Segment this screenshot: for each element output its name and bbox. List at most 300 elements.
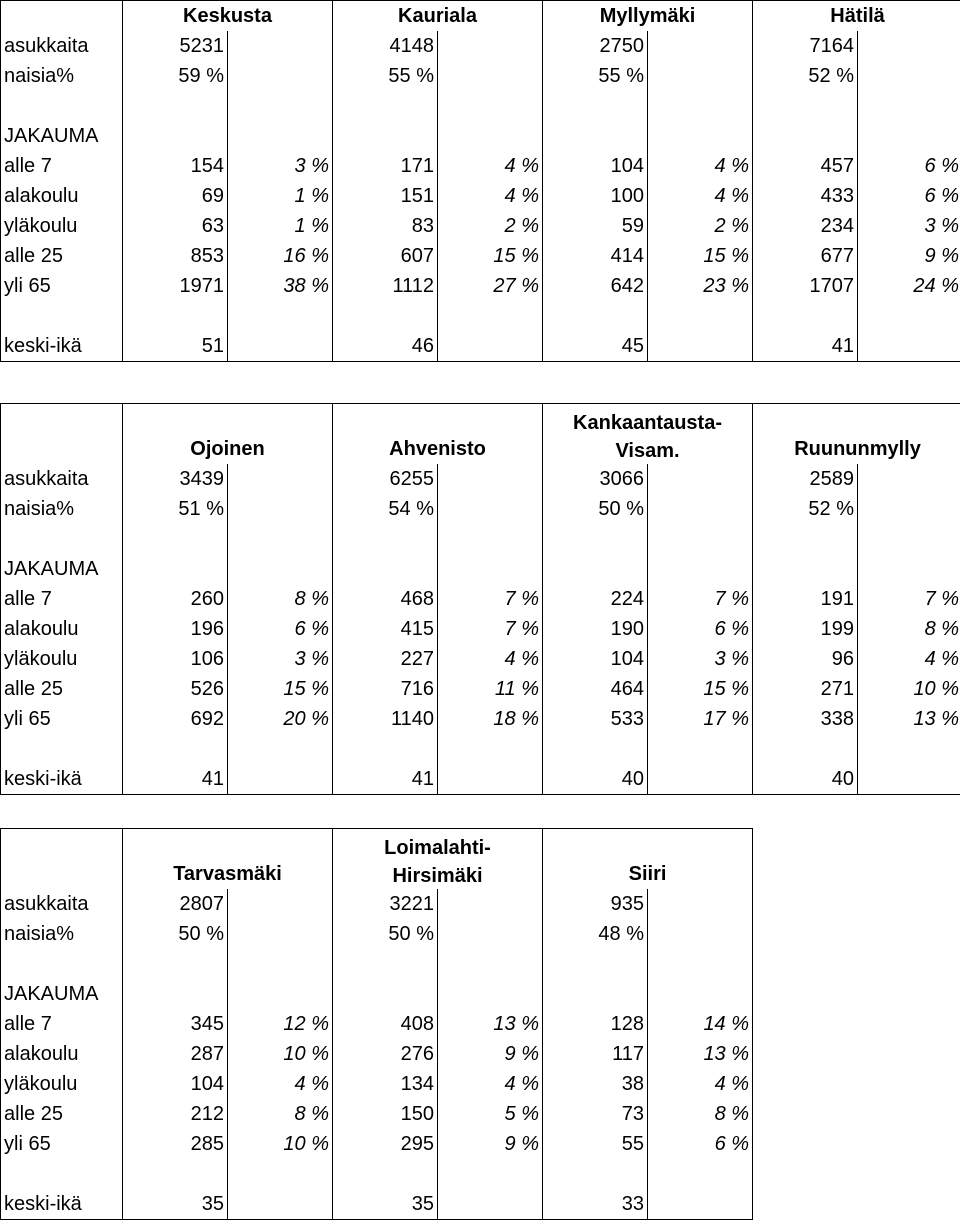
area-name: Ahvenisto	[389, 438, 486, 460]
area-header-0	[123, 404, 333, 465]
alle25-percent: 15 %	[648, 241, 753, 271]
blank-row	[1, 301, 960, 331]
row-yli65	[1, 704, 960, 734]
alle7-percent: 8 %	[228, 584, 333, 614]
row-label: yli 65	[1, 704, 123, 734]
yli65-count: 55	[543, 1129, 648, 1159]
alakoulu-percent: 6 %	[858, 181, 960, 211]
row-label: alakoulu	[1, 181, 123, 211]
blank-cell	[438, 121, 543, 151]
row-label: alakoulu	[1, 614, 123, 644]
yli65-count: 295	[333, 1129, 438, 1159]
blank-cell	[123, 979, 228, 1009]
yli65-percent: 9 %	[438, 1129, 543, 1159]
alle7-percent: 4 %	[648, 151, 753, 181]
asukkaita-value: 2807	[123, 889, 228, 919]
ylakoulu-percent: 4 %	[228, 1069, 333, 1099]
area-header-0	[123, 1, 333, 32]
asukkaita-value: 935	[543, 889, 648, 919]
blank-cell	[648, 524, 753, 554]
blank-cell	[753, 524, 858, 554]
blank-cell	[648, 121, 753, 151]
blank-cell	[753, 301, 858, 331]
alle7-percent: 14 %	[648, 1009, 753, 1039]
keskiika-value: 40	[543, 764, 648, 795]
alle25-count: 853	[123, 241, 228, 271]
blank-cell	[1, 301, 123, 331]
blank-cell	[438, 554, 543, 584]
alakoulu-count: 199	[753, 614, 858, 644]
blank-cell	[648, 949, 753, 979]
row-alle7	[1, 584, 960, 614]
blank-cell	[333, 979, 438, 1009]
alle25-count: 607	[333, 241, 438, 271]
alle25-count: 526	[123, 674, 228, 704]
alle25-percent: 8 %	[228, 1099, 333, 1129]
area-header-1	[333, 829, 543, 890]
row-naisia	[1, 919, 753, 949]
alle25-percent: 16 %	[228, 241, 333, 271]
spacer-cell	[438, 764, 543, 795]
yli65-count: 533	[543, 704, 648, 734]
row-keskiika	[1, 764, 960, 795]
area-name-line1: Kankaantausta-	[573, 412, 722, 434]
blank-cell	[543, 524, 648, 554]
blank-cell	[858, 524, 960, 554]
spacer-cell	[438, 464, 543, 494]
alle25-count: 212	[123, 1099, 228, 1129]
stats-table-2	[0, 403, 960, 795]
naisia-value: 52 %	[753, 61, 858, 91]
area-name: Tarvasmäki	[173, 863, 282, 885]
spacer-cell	[438, 331, 543, 362]
row-alakoulu	[1, 181, 960, 211]
naisia-value: 55 %	[543, 61, 648, 91]
blank-cell	[123, 91, 228, 121]
row-label: alle 25	[1, 674, 123, 704]
alle25-percent: 15 %	[228, 674, 333, 704]
ylakoulu-count: 134	[333, 1069, 438, 1099]
alakoulu-percent: 13 %	[648, 1039, 753, 1069]
alle7-count: 191	[753, 584, 858, 614]
spacer-cell	[438, 61, 543, 91]
keskiika-value: 33	[543, 1189, 648, 1220]
blank-cell	[228, 949, 333, 979]
keskiika-value: 41	[753, 331, 858, 362]
area-name: Hätilä	[830, 5, 885, 27]
area-name: Keskusta	[183, 5, 272, 27]
area-header-1	[333, 404, 543, 465]
keskiika-value: 46	[333, 331, 438, 362]
alle25-percent: 9 %	[858, 241, 960, 271]
yli65-percent: 17 %	[648, 704, 753, 734]
section-label: JAKAUMA	[1, 979, 123, 1009]
blank-cell	[753, 554, 858, 584]
spacer-cell	[228, 919, 333, 949]
row-label: yli 65	[1, 1129, 123, 1159]
spacer-cell	[438, 494, 543, 524]
alle25-count: 73	[543, 1099, 648, 1129]
row-naisia	[1, 494, 960, 524]
alle7-count: 128	[543, 1009, 648, 1039]
ylakoulu-count: 63	[123, 211, 228, 241]
data-table	[0, 0, 960, 362]
row-label: keski-ikä	[1, 1189, 123, 1220]
row-label: keski-ikä	[1, 331, 123, 362]
asukkaita-value: 4148	[333, 31, 438, 61]
blank-cell	[648, 734, 753, 764]
alle25-percent: 15 %	[438, 241, 543, 271]
alle25-count: 414	[543, 241, 648, 271]
alakoulu-count: 117	[543, 1039, 648, 1069]
blank-cell	[333, 301, 438, 331]
spacer-cell	[648, 31, 753, 61]
row-label: asukkaita	[1, 31, 123, 61]
blank-cell	[438, 301, 543, 331]
row-asukkaita	[1, 464, 960, 494]
alle7-percent: 7 %	[858, 584, 960, 614]
area-header-0	[123, 829, 333, 890]
blank-cell	[648, 554, 753, 584]
row-ylakoulu	[1, 644, 960, 674]
blank-cell	[1, 1159, 123, 1189]
row-jakauma	[1, 979, 753, 1009]
alle25-count: 271	[753, 674, 858, 704]
blank-cell	[333, 524, 438, 554]
data-table	[0, 828, 753, 1220]
blank-cell	[543, 949, 648, 979]
asukkaita-value: 6255	[333, 464, 438, 494]
blank-cell	[858, 91, 960, 121]
blank-cell	[1, 91, 123, 121]
row-keskiika	[1, 331, 960, 362]
alle7-count: 104	[543, 151, 648, 181]
spacer-cell	[858, 31, 960, 61]
blank-cell	[123, 554, 228, 584]
blank-cell	[543, 1159, 648, 1189]
row-yli65	[1, 1129, 753, 1159]
blank-cell	[1, 734, 123, 764]
area-name: Myllymäki	[599, 5, 696, 27]
blank-cell	[123, 301, 228, 331]
naisia-value: 55 %	[333, 61, 438, 91]
row-label: asukkaita	[1, 889, 123, 919]
blank-cell	[543, 121, 648, 151]
row-asukkaita	[1, 889, 753, 919]
row-alle7	[1, 1009, 753, 1039]
spacer-cell	[438, 919, 543, 949]
row-ylakoulu	[1, 1069, 753, 1099]
blank-cell	[1, 524, 123, 554]
row-label: naisia%	[1, 494, 123, 524]
blank-cell	[228, 524, 333, 554]
asukkaita-value: 3066	[543, 464, 648, 494]
yli65-count: 1112	[333, 271, 438, 301]
blank-cell	[228, 1159, 333, 1189]
row-asukkaita	[1, 31, 960, 61]
spacer-cell	[438, 889, 543, 919]
alakoulu-percent: 4 %	[438, 181, 543, 211]
asukkaita-value: 2589	[753, 464, 858, 494]
row-label: naisia%	[1, 919, 123, 949]
ylakoulu-percent: 4 %	[438, 1069, 543, 1099]
spacer-cell	[228, 61, 333, 91]
spacer-cell	[228, 31, 333, 61]
row-label: keski-ikä	[1, 764, 123, 795]
asukkaita-value: 7164	[753, 31, 858, 61]
row-label: yläkoulu	[1, 1069, 123, 1099]
ylakoulu-percent: 2 %	[648, 211, 753, 241]
alakoulu-count: 100	[543, 181, 648, 211]
spacer-cell	[648, 464, 753, 494]
blank-cell	[543, 554, 648, 584]
ylakoulu-count: 104	[543, 644, 648, 674]
ylakoulu-percent: 3 %	[648, 644, 753, 674]
row-label: alakoulu	[1, 1039, 123, 1069]
alle25-count: 464	[543, 674, 648, 704]
keskiika-value: 51	[123, 331, 228, 362]
row-jakauma	[1, 554, 960, 584]
spacer-cell	[648, 1189, 753, 1220]
ylakoulu-percent: 2 %	[438, 211, 543, 241]
yli65-count: 692	[123, 704, 228, 734]
blank-cell	[123, 524, 228, 554]
row-label: yläkoulu	[1, 644, 123, 674]
naisia-value: 50 %	[123, 919, 228, 949]
yli65-percent: 18 %	[438, 704, 543, 734]
alle7-count: 260	[123, 584, 228, 614]
blank-cell	[858, 121, 960, 151]
ylakoulu-percent: 3 %	[858, 211, 960, 241]
spacer-cell	[858, 464, 960, 494]
spacer-cell	[228, 764, 333, 795]
alakoulu-percent: 10 %	[228, 1039, 333, 1069]
blank-cell	[123, 734, 228, 764]
area-header-2	[543, 1, 753, 32]
alle7-percent: 12 %	[228, 1009, 333, 1039]
row-label: alle 7	[1, 1009, 123, 1039]
alle25-count: 677	[753, 241, 858, 271]
row-alle25	[1, 1099, 753, 1129]
blank-cell	[333, 734, 438, 764]
keskiika-value: 41	[123, 764, 228, 795]
alle7-count: 345	[123, 1009, 228, 1039]
yli65-percent: 23 %	[648, 271, 753, 301]
blank-cell	[858, 734, 960, 764]
yli65-percent: 13 %	[858, 704, 960, 734]
blank-cell	[858, 554, 960, 584]
yli65-percent: 6 %	[648, 1129, 753, 1159]
row-alakoulu	[1, 1039, 753, 1069]
spacer-cell	[228, 331, 333, 362]
spacer-cell	[648, 331, 753, 362]
spacer-cell	[228, 494, 333, 524]
blank-cell	[228, 301, 333, 331]
naisia-value: 52 %	[753, 494, 858, 524]
area-name: Kauriala	[398, 5, 477, 27]
blank-cell	[648, 301, 753, 331]
yli65-percent: 10 %	[228, 1129, 333, 1159]
row-alle25	[1, 674, 960, 704]
keskiika-value: 35	[123, 1189, 228, 1220]
alakoulu-count: 190	[543, 614, 648, 644]
data-table	[0, 403, 960, 795]
alle25-percent: 8 %	[648, 1099, 753, 1129]
blank-cell	[228, 979, 333, 1009]
blank-cell	[753, 734, 858, 764]
alakoulu-percent: 6 %	[648, 614, 753, 644]
header-row	[1, 829, 753, 890]
blank-cell	[438, 1159, 543, 1189]
blank-cell	[123, 949, 228, 979]
alle25-count: 150	[333, 1099, 438, 1129]
ylakoulu-count: 227	[333, 644, 438, 674]
spacer-cell	[438, 31, 543, 61]
yli65-count: 1707	[753, 271, 858, 301]
ylakoulu-percent: 4 %	[858, 644, 960, 674]
ylakoulu-count: 59	[543, 211, 648, 241]
row-yli65	[1, 271, 960, 301]
alle7-percent: 13 %	[438, 1009, 543, 1039]
row-alle25	[1, 241, 960, 271]
corner-cell	[1, 829, 123, 890]
spacer-cell	[648, 494, 753, 524]
stats-table-3	[0, 828, 753, 1220]
blank-cell	[438, 524, 543, 554]
spacer-cell	[858, 494, 960, 524]
ylakoulu-count: 38	[543, 1069, 648, 1099]
blank-cell	[858, 301, 960, 331]
row-keskiika	[1, 1189, 753, 1220]
ylakoulu-percent: 3 %	[228, 644, 333, 674]
row-label: asukkaita	[1, 464, 123, 494]
blank-cell	[228, 734, 333, 764]
area-name: Siiri	[628, 863, 667, 885]
spacer-cell	[648, 919, 753, 949]
alle25-percent: 5 %	[438, 1099, 543, 1129]
keskiika-value: 35	[333, 1189, 438, 1220]
alle7-count: 468	[333, 584, 438, 614]
yli65-percent: 20 %	[228, 704, 333, 734]
alle7-count: 171	[333, 151, 438, 181]
blank-cell	[543, 91, 648, 121]
alle25-percent: 15 %	[648, 674, 753, 704]
blank-cell	[543, 301, 648, 331]
naisia-value: 59 %	[123, 61, 228, 91]
blank-cell	[543, 734, 648, 764]
keskiika-value: 45	[543, 331, 648, 362]
asukkaita-value: 2750	[543, 31, 648, 61]
row-label: alle 7	[1, 584, 123, 614]
stats-table-1	[0, 0, 960, 362]
yli65-count: 642	[543, 271, 648, 301]
spacer-cell	[858, 764, 960, 795]
blank-cell	[753, 121, 858, 151]
blank-cell	[648, 1159, 753, 1189]
blank-cell	[648, 91, 753, 121]
alakoulu-count: 276	[333, 1039, 438, 1069]
blank-cell	[753, 91, 858, 121]
ylakoulu-count: 234	[753, 211, 858, 241]
alle7-count: 457	[753, 151, 858, 181]
blank-cell	[123, 121, 228, 151]
area-name: Ojoinen	[190, 438, 265, 460]
alakoulu-count: 151	[333, 181, 438, 211]
keskiika-value: 41	[333, 764, 438, 795]
naisia-value: 50 %	[543, 494, 648, 524]
spacer-cell	[648, 61, 753, 91]
alle7-count: 408	[333, 1009, 438, 1039]
alle7-count: 154	[123, 151, 228, 181]
blank-cell	[438, 734, 543, 764]
asukkaita-value: 3439	[123, 464, 228, 494]
blank-cell	[228, 554, 333, 584]
alakoulu-count: 415	[333, 614, 438, 644]
blank-cell	[438, 949, 543, 979]
blank-cell	[1, 949, 123, 979]
row-label: naisia%	[1, 61, 123, 91]
blank-cell	[333, 121, 438, 151]
alle7-percent: 7 %	[438, 584, 543, 614]
yli65-percent: 24 %	[858, 271, 960, 301]
spacer-cell	[858, 61, 960, 91]
area-header-3	[753, 1, 960, 32]
blank-cell	[438, 979, 543, 1009]
area-name: Hirsimäki	[392, 865, 483, 887]
alle7-count: 224	[543, 584, 648, 614]
area-header-2	[543, 404, 753, 465]
spacer-cell	[228, 889, 333, 919]
section-label: JAKAUMA	[1, 554, 123, 584]
ylakoulu-count: 104	[123, 1069, 228, 1099]
alle25-count: 716	[333, 674, 438, 704]
area-name: Ruununmylly	[794, 438, 921, 460]
yli65-count: 338	[753, 704, 858, 734]
alakoulu-percent: 9 %	[438, 1039, 543, 1069]
naisia-value: 51 %	[123, 494, 228, 524]
spacer-cell	[228, 1189, 333, 1220]
spacer-cell	[858, 331, 960, 362]
yli65-count: 1140	[333, 704, 438, 734]
blank-cell	[228, 121, 333, 151]
alakoulu-percent: 8 %	[858, 614, 960, 644]
alakoulu-count: 69	[123, 181, 228, 211]
alakoulu-percent: 4 %	[648, 181, 753, 211]
header-row	[1, 404, 960, 465]
spacer-cell	[438, 1189, 543, 1220]
header-row	[1, 1, 960, 32]
area-name-line1: Loimalahti-	[384, 837, 491, 859]
blank-cell	[648, 979, 753, 1009]
blank-row	[1, 524, 960, 554]
ylakoulu-count: 96	[753, 644, 858, 674]
yli65-count: 285	[123, 1129, 228, 1159]
ylakoulu-percent: 4 %	[438, 644, 543, 674]
alakoulu-count: 433	[753, 181, 858, 211]
blank-cell	[543, 979, 648, 1009]
blank-cell	[333, 1159, 438, 1189]
spacer-cell	[648, 764, 753, 795]
area-header-3	[753, 404, 960, 465]
blank-row	[1, 949, 753, 979]
blank-cell	[333, 949, 438, 979]
spacer-cell	[648, 889, 753, 919]
alle25-percent: 10 %	[858, 674, 960, 704]
yli65-percent: 38 %	[228, 271, 333, 301]
row-label: alle 25	[1, 1099, 123, 1129]
row-ylakoulu	[1, 211, 960, 241]
alle7-percent: 4 %	[438, 151, 543, 181]
